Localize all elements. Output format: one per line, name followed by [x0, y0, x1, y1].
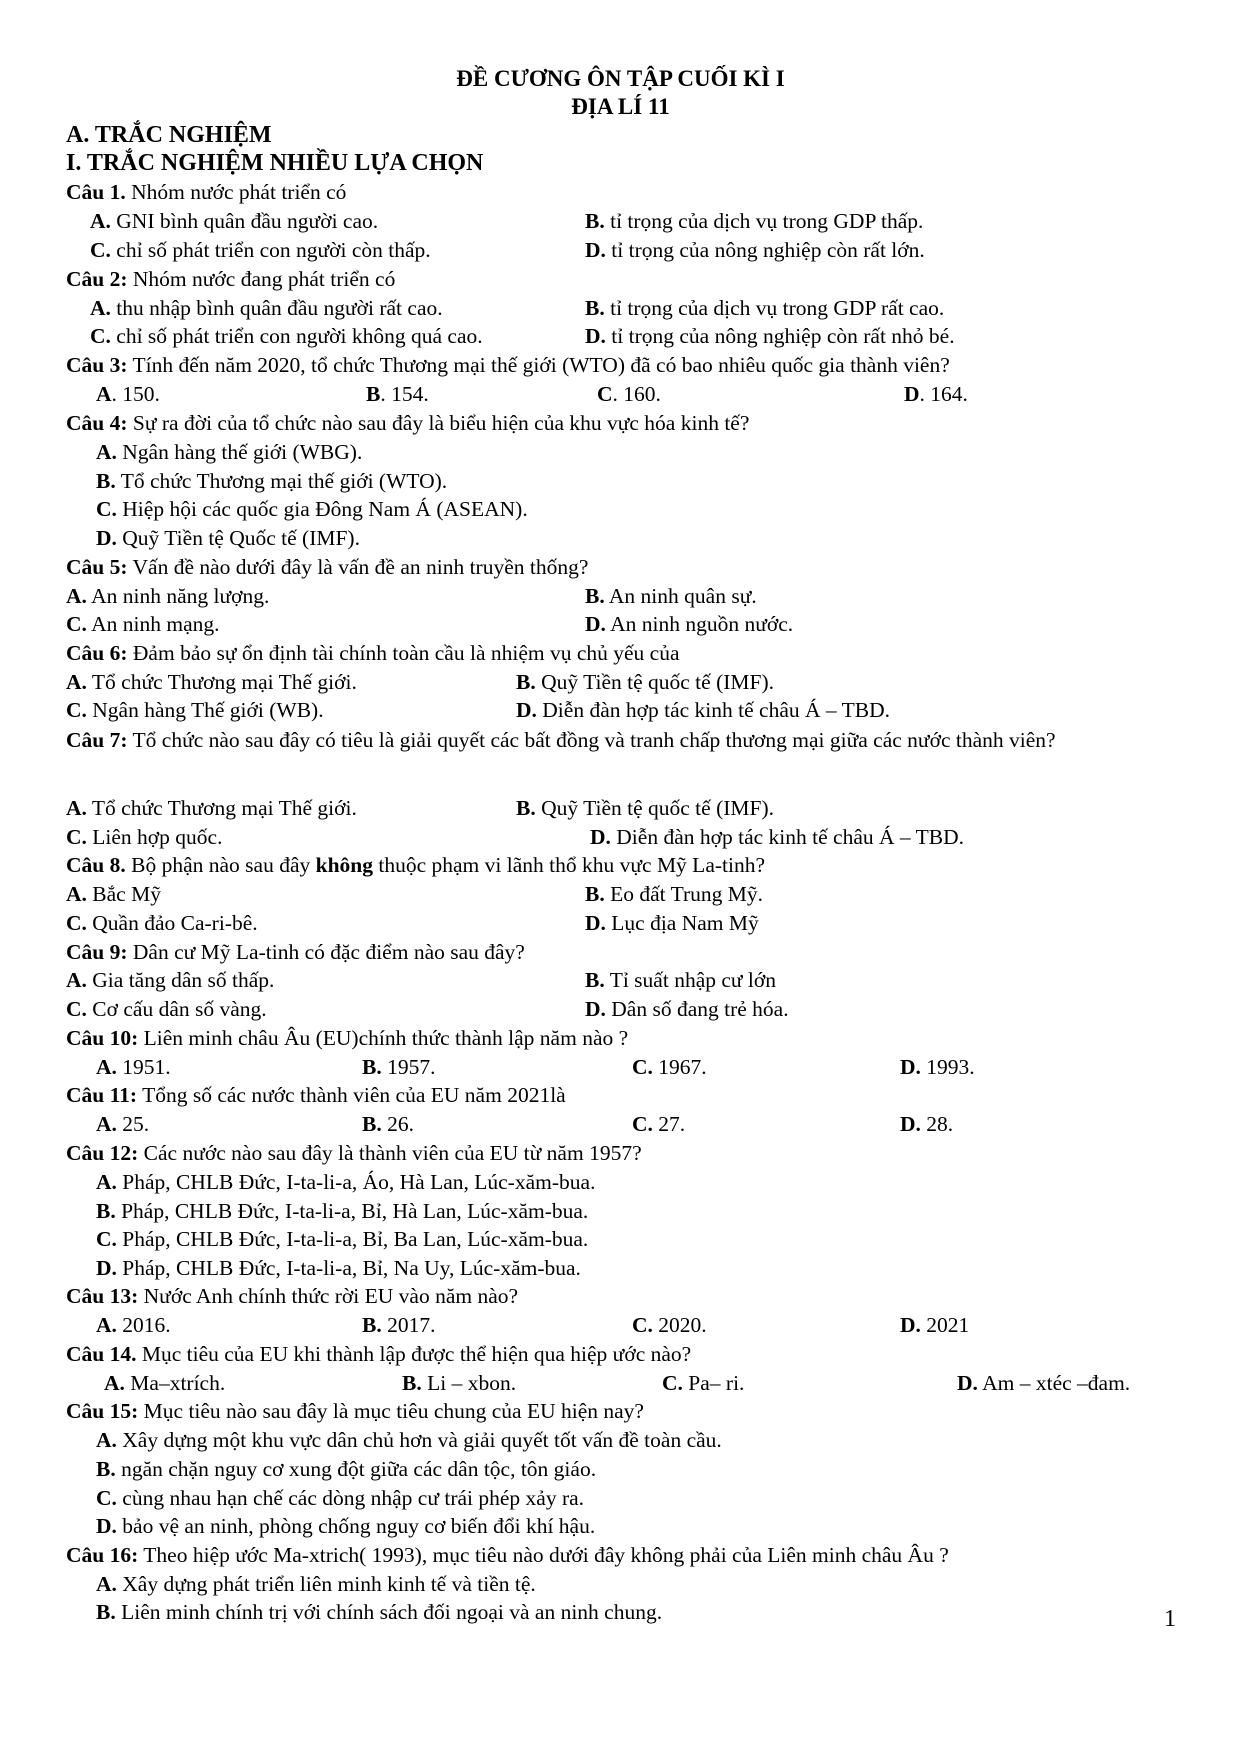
question-text: Bộ phận nào sau đây	[125, 853, 316, 877]
question-5	[66, 555, 588, 580]
question-1	[66, 180, 346, 205]
question-label: Câu 4:	[66, 411, 128, 435]
question-15-option-d	[96, 1514, 595, 1539]
question-2-option-c	[90, 324, 483, 349]
option-text: bảo vệ an ninh, phòng chống nguy cơ biến đổi khí hậu.	[116, 1514, 596, 1538]
option-text: Dân số đang trẻ hóa.	[605, 997, 789, 1021]
option-text: Pháp, CHLB Đức, I-ta-li-a, Bỉ, Hà Lan, Lúc-xăm-bua.	[115, 1199, 589, 1223]
question-4	[66, 411, 749, 436]
question-8-option-b	[585, 882, 763, 907]
option-key: B.	[96, 1600, 116, 1624]
option-key: D.	[516, 698, 537, 722]
question-1-option-a	[90, 209, 378, 234]
option-key: A.	[96, 1428, 117, 1452]
question-10	[66, 1026, 628, 1051]
question-8-option-a	[66, 882, 161, 907]
option-key: A.	[96, 1313, 117, 1337]
question-label: Câu 3:	[66, 353, 128, 377]
option-key: A.	[96, 1112, 117, 1136]
section-heading-a: A. TRẮC NGHIỆM	[66, 122, 272, 148]
question-text: Liên minh châu Âu (EU)chính thức thành lập năm nào ?	[138, 1026, 629, 1050]
question-6-option-a	[66, 670, 357, 695]
option-text: 1967.	[652, 1055, 707, 1079]
question-4-option-a	[96, 440, 362, 465]
option-key: D.	[96, 1256, 117, 1280]
document-subtitle: ĐỊA LÍ 11	[571, 94, 670, 119]
option-text: Pa– ri.	[682, 1371, 745, 1395]
question-9-option-c	[66, 997, 267, 1022]
option-key: B.	[402, 1371, 422, 1395]
option-key: B.	[96, 1457, 116, 1481]
option-text: 28.	[920, 1112, 954, 1136]
question-text: Các nước nào sau đây là thành viên của EU từ năm 1957?	[138, 1141, 642, 1165]
option-key: C.	[662, 1371, 683, 1395]
question-text: Nhóm nước đang phát triển có	[127, 267, 396, 291]
option-key: C.	[90, 324, 111, 348]
question-label: Câu 7:	[66, 728, 128, 752]
option-text: tỉ trọng của nông nghiệp còn rất lớn.	[605, 238, 925, 262]
option-key: A.	[66, 968, 87, 992]
question-14-option-d	[957, 1371, 1130, 1396]
option-key: C.	[632, 1313, 653, 1337]
question-7	[66, 726, 1176, 754]
question-15	[66, 1399, 644, 1424]
option-text: chỉ số phát triển con người không quá cao.	[110, 324, 483, 348]
question-label: Câu 6:	[66, 641, 128, 665]
question-4-option-c	[96, 497, 528, 522]
option-text: Pháp, CHLB Đức, I-ta-li-a, Bỉ, Ba Lan, Lúc-xăm-bua.	[116, 1227, 589, 1251]
option-text: 25.	[116, 1112, 150, 1136]
option-key: B.	[362, 1112, 382, 1136]
option-text: Quần đảo Ca-ri-bê.	[86, 911, 258, 935]
question-13	[66, 1284, 518, 1309]
option-key: B	[366, 382, 381, 406]
option-key: A.	[96, 1572, 117, 1596]
question-9-option-a	[66, 968, 274, 993]
option-key: A.	[96, 1055, 117, 1079]
question-16	[66, 1543, 949, 1568]
option-text: Quỹ Tiền tệ Quốc tế (IMF).	[116, 526, 360, 550]
option-text: Hiệp hội các quốc gia Đông Nam Á (ASEAN).	[116, 497, 528, 521]
option-text: Tổ chức Thương mại Thế giới.	[86, 670, 357, 694]
option-key: A.	[66, 882, 87, 906]
question-text: Nhóm nước phát triển có	[125, 180, 347, 204]
question-text: Tổng số các nước thành viên của EU năm 2021là	[137, 1083, 566, 1107]
question-text: Theo hiệp ước Ma-xtrich( 1993), mục tiêu nào dưới đây không phải của Liên minh châu Âu ?	[138, 1543, 949, 1567]
option-key: C.	[66, 698, 87, 722]
option-key: D.	[957, 1371, 978, 1395]
question-15-option-b	[96, 1457, 596, 1482]
option-key: A.	[66, 584, 87, 608]
question-10-option-d	[900, 1055, 975, 1080]
question-13-option-b	[362, 1313, 435, 1338]
option-key: A.	[66, 670, 87, 694]
question-3-option-c	[597, 382, 661, 407]
option-text: Pháp, CHLB Đức, I-ta-li-a, Bỉ, Na Uy, Lúc-xăm-bua.	[116, 1256, 581, 1280]
option-text: Eo đất Trung Mỹ.	[604, 882, 764, 906]
question-2-option-d	[585, 324, 955, 349]
question-14-option-c	[662, 1371, 744, 1396]
question-label: Câu 14.	[66, 1342, 137, 1366]
question-16-option-b	[96, 1600, 662, 1625]
option-text: Tổ chức Thương mại Thế giới.	[86, 796, 357, 820]
option-text: Bắc Mỹ	[86, 882, 161, 906]
option-key: B.	[585, 296, 605, 320]
question-12-option-a	[96, 1170, 595, 1195]
option-key: D.	[585, 997, 606, 1021]
question-12-option-c	[96, 1227, 588, 1252]
question-9-option-d	[585, 997, 789, 1022]
option-text: Liên hợp quốc.	[86, 825, 223, 849]
option-text: Xây dựng một khu vực dân chủ hơn và giải quyết tốt vấn đề toàn cầu.	[116, 1428, 722, 1452]
option-key: D.	[590, 825, 611, 849]
option-key: B.	[516, 796, 536, 820]
question-2-option-b	[585, 296, 944, 321]
option-text: ngăn chặn nguy cơ xung đột giữa các dân tộc, tôn giáo.	[115, 1457, 597, 1481]
option-key: D.	[585, 911, 606, 935]
question-10-option-c	[632, 1055, 707, 1080]
option-text: 2017.	[381, 1313, 436, 1337]
question-label: Câu 12:	[66, 1141, 139, 1165]
option-text: Li – xbon.	[421, 1371, 517, 1395]
option-key: B.	[516, 670, 536, 694]
option-key: A.	[90, 209, 111, 233]
option-key: D	[904, 382, 920, 406]
question-9	[66, 940, 525, 965]
option-text: Diễn đàn hợp tác kinh tế châu Á – TBD.	[536, 698, 891, 722]
option-key: B.	[585, 584, 605, 608]
question-5-option-d	[585, 612, 793, 637]
option-key: C.	[90, 238, 111, 262]
option-text: Tỉ suất nhập cư lớn	[604, 968, 777, 992]
question-14-option-a	[104, 1371, 225, 1396]
question-10-option-a	[96, 1055, 171, 1080]
option-text: Lục địa Nam Mỹ	[605, 911, 759, 935]
option-text: cùng nhau hạn chế các dòng nhập cư trái phép xảy ra.	[116, 1486, 585, 1510]
question-5-option-c	[66, 612, 220, 637]
option-text: Gia tăng dân số thấp.	[86, 968, 275, 992]
question-8-option-c	[66, 911, 258, 936]
option-text: Pháp, CHLB Đức, I-ta-li-a, Áo, Hà Lan, Lúc-xăm-bua.	[116, 1170, 596, 1194]
option-text: . 150.	[111, 382, 160, 406]
question-4-option-d	[96, 526, 360, 551]
option-text: 27.	[652, 1112, 686, 1136]
option-text: Xây dựng phát triển liên minh kinh tế và tiền tệ.	[116, 1572, 536, 1596]
option-key: D.	[900, 1112, 921, 1136]
option-key: D.	[900, 1313, 921, 1337]
option-text: 2021	[920, 1313, 970, 1337]
question-text: thuộc phạm vi lãnh thổ khu vực Mỹ La-tinh?	[373, 853, 766, 877]
option-key: A.	[104, 1371, 125, 1395]
question-11-option-d	[900, 1112, 953, 1137]
option-key: B.	[585, 968, 605, 992]
option-text: Quỹ Tiền tệ quốc tế (IMF).	[535, 670, 775, 694]
option-key: B.	[96, 1199, 116, 1223]
question-11	[66, 1083, 566, 1108]
question-label: Câu 9:	[66, 940, 128, 964]
question-12	[66, 1141, 642, 1166]
option-text: An ninh mạng.	[86, 612, 220, 636]
option-text: thu nhập bình quân đầu người rất cao.	[110, 296, 443, 320]
option-key: B.	[585, 209, 605, 233]
question-6-option-d	[516, 698, 890, 723]
question-3-option-d	[904, 382, 968, 407]
question-1-option-c	[90, 238, 431, 263]
option-text: An ninh năng lượng.	[86, 584, 270, 608]
option-text: . 160.	[612, 382, 661, 406]
question-text: Vấn đề nào dưới đây là vấn đề an ninh truyền thống?	[127, 555, 589, 579]
question-8	[66, 853, 765, 878]
question-5-option-a	[66, 584, 269, 609]
question-8-option-d	[585, 911, 759, 936]
question-7-option-c	[66, 825, 222, 850]
question-6-option-c	[66, 698, 324, 723]
option-key: D.	[585, 612, 606, 636]
question-label: Câu 13:	[66, 1284, 139, 1308]
question-label: Câu 11:	[66, 1083, 138, 1107]
option-text: Liên minh chính trị với chính sách đối ngoại và an ninh chung.	[115, 1600, 663, 1624]
option-key: C.	[66, 911, 87, 935]
question-3-option-a	[96, 382, 160, 407]
section-heading-i: I. TRẮC NGHIỆM NHIỀU LỰA CHỌN	[66, 150, 484, 176]
option-text: Quỹ Tiền tệ quốc tế (IMF).	[535, 796, 775, 820]
question-16-option-a	[96, 1572, 536, 1597]
option-text: . 154.	[380, 382, 429, 406]
option-text: tỉ trọng của dịch vụ trong GDP thấp.	[604, 209, 924, 233]
question-15-option-a	[96, 1428, 722, 1453]
question-text: Dân cư Mỹ La-tinh có đặc điểm nào sau đây?	[127, 940, 525, 964]
option-text: Ngân hàng thế giới (WBG).	[116, 440, 363, 464]
option-key: D.	[96, 526, 117, 550]
question-1-option-d	[585, 238, 925, 263]
question-11-option-a	[96, 1112, 149, 1137]
option-key: D.	[585, 324, 606, 348]
question-2-option-a	[90, 296, 443, 321]
option-key: A.	[66, 796, 87, 820]
question-label: Câu 16:	[66, 1543, 139, 1567]
option-key: A.	[96, 1170, 117, 1194]
option-key: C.	[96, 497, 117, 521]
option-text: tỉ trọng của dịch vụ trong GDP rất cao.	[604, 296, 945, 320]
document-title: ĐỀ CƯƠNG ÔN TẬP CUỐI KÌ I	[456, 66, 785, 91]
option-text: . 164.	[919, 382, 968, 406]
option-key: D.	[900, 1055, 921, 1079]
option-text: 1957.	[381, 1055, 436, 1079]
question-6-option-b	[516, 670, 774, 695]
option-key: C	[597, 382, 613, 406]
question-10-option-b	[362, 1055, 435, 1080]
option-text: An ninh quân sự.	[604, 584, 757, 608]
question-14-option-b	[402, 1371, 516, 1396]
option-key: A	[96, 382, 112, 406]
question-7-option-a	[66, 796, 357, 821]
option-key: A.	[96, 440, 117, 464]
option-text: chỉ số phát triển con người còn thấp.	[110, 238, 431, 262]
page-number: 1	[1164, 1606, 1176, 1632]
question-13-option-a	[96, 1313, 171, 1338]
option-key: D.	[96, 1514, 117, 1538]
option-key: C.	[66, 612, 87, 636]
option-key: C.	[66, 825, 87, 849]
question-text: Mục tiêu của EU khi thành lập được thể hiện qua hiệp ước nào?	[136, 1342, 692, 1366]
question-14	[66, 1342, 691, 1367]
option-key: C.	[96, 1227, 117, 1251]
option-key: D.	[585, 238, 606, 262]
question-4-option-b	[96, 469, 447, 494]
option-text: Cơ cấu dân số vàng.	[86, 997, 267, 1021]
question-7-option-d	[590, 825, 964, 850]
option-text: An ninh nguồn nước.	[605, 612, 794, 636]
question-12-option-b	[96, 1199, 588, 1224]
question-label: Câu 5:	[66, 555, 128, 579]
option-key: C.	[632, 1055, 653, 1079]
option-text: GNI bình quân đầu người cao.	[110, 209, 379, 233]
question-5-option-b	[585, 584, 757, 609]
question-9-option-b	[585, 968, 776, 993]
option-text: 2016.	[116, 1313, 171, 1337]
question-12-option-d	[96, 1256, 581, 1281]
question-3-option-b	[366, 382, 429, 407]
question-text: Mục tiêu nào sau đây là mục tiêu chung của EU hiện nay?	[138, 1399, 644, 1423]
option-text: Am – xtéc –đam.	[977, 1371, 1131, 1395]
question-2	[66, 267, 395, 292]
question-label: Câu 8.	[66, 853, 126, 877]
question-15-option-c	[96, 1486, 584, 1511]
option-text: 1993.	[920, 1055, 975, 1079]
question-label: Câu 1.	[66, 180, 126, 204]
option-text: tỉ trọng của nông nghiệp còn rất nhỏ bé.	[605, 324, 955, 348]
question-text: Tổ chức nào sau đây có tiêu là giải quyết các bất đồng và tranh chấp thương mại giữa các nước thành viên?	[127, 728, 1056, 752]
question-6	[66, 641, 680, 666]
option-text: 2020.	[652, 1313, 707, 1337]
option-key: A.	[90, 296, 111, 320]
question-3	[66, 353, 950, 378]
question-13-option-c	[632, 1313, 707, 1338]
option-key: C.	[632, 1112, 653, 1136]
option-text: Diễn đàn hợp tác kinh tế châu Á – TBD.	[610, 825, 965, 849]
question-13-option-d	[900, 1313, 969, 1338]
option-key: C.	[66, 997, 87, 1021]
question-text: Đảm bảo sự ổn định tài chính toàn cầu là nhiệm vụ chủ yếu của	[127, 641, 680, 665]
question-text: Nước Anh chính thức rời EU vào năm nào?	[138, 1284, 519, 1308]
option-text: Ma–xtrích.	[124, 1371, 226, 1395]
option-key: B.	[96, 469, 116, 493]
option-text: 26.	[381, 1112, 414, 1136]
question-7-option-b	[516, 796, 774, 821]
question-11-option-b	[362, 1112, 414, 1137]
question-text: Tính đến năm 2020, tổ chức Thương mại thế giới (WTO) đã có bao nhiêu quốc gia thành viên?	[127, 353, 950, 377]
question-text: Sự ra đời của tổ chức nào sau đây là biểu hiện của khu vực hóa kinh tế?	[127, 411, 750, 435]
question-1-option-b	[585, 209, 923, 234]
option-key: B.	[362, 1313, 382, 1337]
option-key: C.	[96, 1486, 117, 1510]
option-text: Tổ chức Thương mại thế giới (WTO).	[115, 469, 448, 493]
question-11-option-c	[632, 1112, 685, 1137]
option-key: B.	[585, 882, 605, 906]
question-label: Câu 15:	[66, 1399, 139, 1423]
option-key: B.	[362, 1055, 382, 1079]
question-label: Câu 2:	[66, 267, 128, 291]
question-emphasis: không	[315, 853, 373, 877]
option-text: 1951.	[116, 1055, 171, 1079]
question-label: Câu 10:	[66, 1026, 139, 1050]
option-text: Ngân hàng Thế giới (WB).	[86, 698, 324, 722]
